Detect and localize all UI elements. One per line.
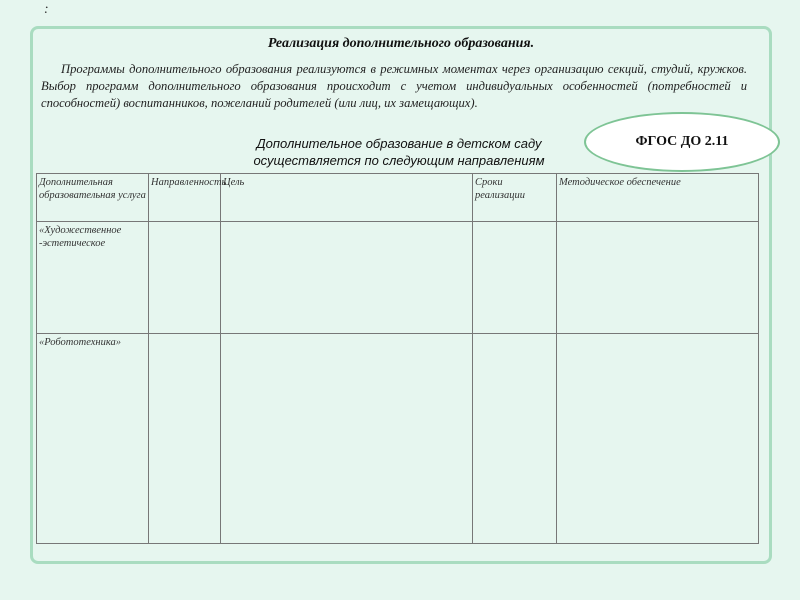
table-cell: «Художественное -эстетическое xyxy=(37,222,149,334)
table-cell xyxy=(221,334,473,544)
table-cell xyxy=(149,222,221,334)
subtitle-line-2: осуществляется по следующим направлениям xyxy=(253,153,545,168)
table-row xyxy=(37,334,759,544)
subtitle-line-1: Дополнительное образование в детском саду xyxy=(256,136,542,151)
fgos-badge: ФГОС ДО 2.11 xyxy=(584,112,780,172)
table-cell: «Робототехника» xyxy=(37,334,149,544)
header-goal: Цель xyxy=(221,174,473,222)
table-cell xyxy=(149,334,221,544)
table-cell xyxy=(221,222,473,334)
table-cell xyxy=(473,334,557,544)
header-service: Дополнительная образовательная услуга xyxy=(37,174,149,222)
table-row xyxy=(37,222,759,334)
top-mark: : xyxy=(44,2,49,17)
page-title: Реализация дополнительного образования. xyxy=(267,36,535,51)
subtitle xyxy=(219,135,579,169)
directions-table xyxy=(36,173,759,544)
table-cell xyxy=(473,222,557,334)
table-cell xyxy=(557,222,759,334)
header-terms: Сроки реализации xyxy=(473,174,557,222)
table-header-row xyxy=(37,174,759,222)
intro-paragraph: Программы дополнительного образования реализуются в режимных моментах через организацию секций, студий, кружков. Выбор программ дополнительного образования происходит с учетом индивидуальных особенностей (потребностей и способностей) воспитанников, пожеланий родителей (или лиц, их замещающих). xyxy=(41,62,747,110)
table-cell xyxy=(557,334,759,544)
header-methodology: Методическое обеспечение xyxy=(557,174,759,222)
header-direction: Направленность xyxy=(149,174,221,222)
